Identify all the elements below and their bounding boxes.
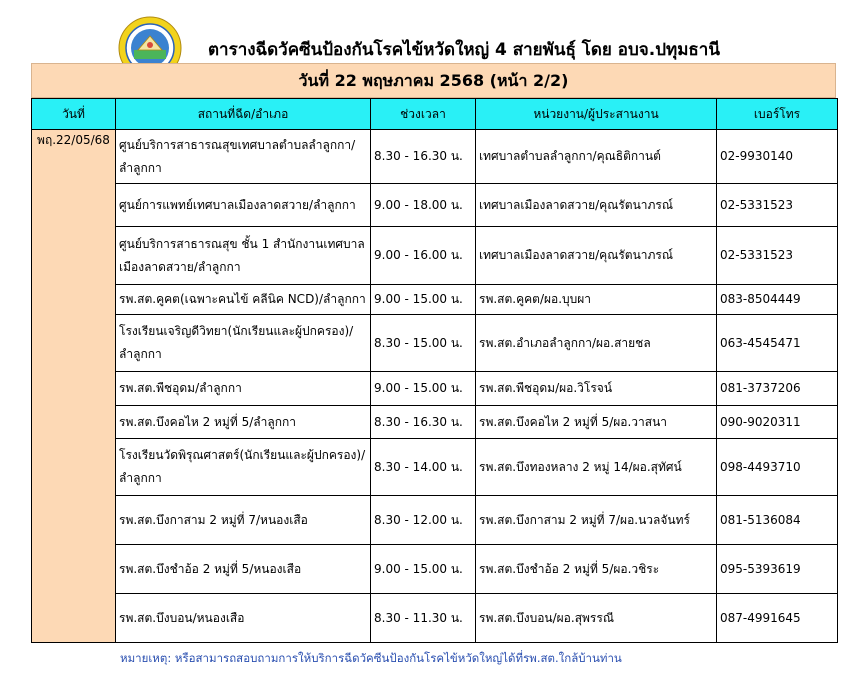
- place-cell: ศูนย์บริการสาธารณสุขเทศบาลตำบลลำลูกกา/ลำลูกกา: [116, 130, 371, 184]
- place-cell: ศูนย์การแพทย์เทศบาลเมืองลาดสวาย/ลำลูกกา: [116, 184, 371, 227]
- table-row: [32, 439, 838, 496]
- time-cell: 9.00 - 16.00 น.: [371, 227, 476, 285]
- phone-cell: 081-3737206: [717, 372, 838, 406]
- place-cell: รพ.สต.บึงบอน/หนองเสือ: [116, 594, 371, 643]
- agency-cell: รพ.สต.อำเภอลำลูกกา/ผอ.สายชล: [476, 315, 717, 372]
- agency-cell: รพ.สต.บึงบอน/ผอ.สุพรรณี: [476, 594, 717, 643]
- time-cell: 9.00 - 15.00 น.: [371, 545, 476, 594]
- col-header-time: ช่วงเวลา: [371, 99, 476, 130]
- table-row: [32, 372, 838, 406]
- agency-cell: เทศบาลเมืองลาดสวาย/คุณรัตนาภรณ์: [476, 227, 717, 285]
- agency-cell: รพ.สต.บึงทองหลาง 2 หมู่ 14/ผอ.สุทัศน์: [476, 439, 717, 496]
- col-header-agency: หน่วยงาน/ผู้ประสานงาน: [476, 99, 717, 130]
- agency-cell: เทศบาลเมืองลาดสวาย/คุณรัตนาภรณ์: [476, 184, 717, 227]
- phone-cell: 02-9930140: [717, 130, 838, 184]
- table-row: [32, 545, 838, 594]
- table-row: [32, 406, 838, 439]
- agency-cell: รพ.สต.คูคต/ผอ.บุบผา: [476, 285, 717, 315]
- agency-cell: รพ.สต.บึงคอไห 2 หมู่ที่ 5/ผอ.วาสนา: [476, 406, 717, 439]
- agency-cell: รพ.สต.บึงกาสาม 2 หมู่ที่ 7/ผอ.นวลจันทร์: [476, 496, 717, 545]
- date-cell: พฤ.22/05/68: [32, 130, 116, 643]
- place-cell: โรงเรียนเจริญดีวิทยา(นักเรียนและผู้ปกครอง)/ลำลูกกา: [116, 315, 371, 372]
- phone-cell: 098-4493710: [717, 439, 838, 496]
- table-row: [32, 184, 838, 227]
- phone-cell: 087-4991645: [717, 594, 838, 643]
- table-row: [32, 227, 838, 285]
- place-cell: รพ.สต.บึงกาสาม 2 หมู่ที่ 7/หนองเสือ: [116, 496, 371, 545]
- time-cell: 9.00 - 15.00 น.: [371, 285, 476, 315]
- place-cell: รพ.สต.บึงชำอ้อ 2 หมู่ที่ 5/หนองเสือ: [116, 545, 371, 594]
- table-row: [32, 496, 838, 545]
- page-title: ตารางฉีดวัคซีนป้องกันโรคไข้หวัดใหญ่ 4 สายพันธุ์ โดย อบจ.ปทุมธานี: [208, 40, 720, 60]
- time-cell: 8.30 - 11.30 น.: [371, 594, 476, 643]
- table-row: [32, 285, 838, 315]
- time-cell: 9.00 - 15.00 น.: [371, 372, 476, 406]
- table-header-row: [32, 99, 838, 130]
- date-subtitle: วันที่ 22 พฤษภาคม 2568 (หน้า 2/2): [31, 63, 836, 98]
- table-row: [32, 130, 838, 184]
- phone-cell: 095-5393619: [717, 545, 838, 594]
- time-cell: 8.30 - 12.00 น.: [371, 496, 476, 545]
- phone-cell: 02-5331523: [717, 184, 838, 227]
- place-cell: ศูนย์บริการสาธารณสุข ชั้น 1 สำนักงานเทศบาลเมืองลาดสวาย/ลำลูกกา: [116, 227, 371, 285]
- table-row: [32, 315, 838, 372]
- time-cell: 8.30 - 16.30 น.: [371, 406, 476, 439]
- place-cell: รพ.สต.พืชอุดม/ลำลูกกา: [116, 372, 371, 406]
- agency-cell: เทศบาลตำบลลำลูกกา/คุณธิติกานต์: [476, 130, 717, 184]
- time-cell: 9.00 - 18.00 น.: [371, 184, 476, 227]
- phone-cell: 081-5136084: [717, 496, 838, 545]
- vaccination-schedule-table: [31, 98, 838, 643]
- col-header-phone: เบอร์โทร: [717, 99, 838, 130]
- place-cell: รพ.สต.บึงคอไห 2 หมู่ที่ 5/ลำลูกกา: [116, 406, 371, 439]
- time-cell: 8.30 - 14.00 น.: [371, 439, 476, 496]
- col-header-place: สถานที่ฉีด/อำเภอ: [116, 99, 371, 130]
- phone-cell: 083-8504449: [717, 285, 838, 315]
- time-cell: 8.30 - 15.00 น.: [371, 315, 476, 372]
- phone-cell: 063-4545471: [717, 315, 838, 372]
- table-row: [32, 594, 838, 643]
- agency-cell: รพ.สต.พืชอุดม/ผอ.วิโรจน์: [476, 372, 717, 406]
- phone-cell: 090-9020311: [717, 406, 838, 439]
- place-cell: โรงเรียนวัดพิรุณศาสตร์(นักเรียนและผู้ปกครอง)/ลำลูกกา: [116, 439, 371, 496]
- place-cell: รพ.สต.คูคต(เฉพาะคนไข้ คลีนิค NCD)/ลำลูกกา: [116, 285, 371, 315]
- time-cell: 8.30 - 16.30 น.: [371, 130, 476, 184]
- footnote-remark: หมายเหตุ: หรือสามารถสอบถามการให้บริการฉีดวัคซีนป้องกันโรคไข้หวัดใหญ่ได้ที่รพ.สต.ใกล้บ้านท่าน: [120, 651, 622, 665]
- phone-cell: 02-5331523: [717, 227, 838, 285]
- col-header-date: วันที่: [32, 99, 116, 130]
- agency-cell: รพ.สต.บึงชำอ้อ 2 หมู่ที่ 5/ผอ.วชิระ: [476, 545, 717, 594]
